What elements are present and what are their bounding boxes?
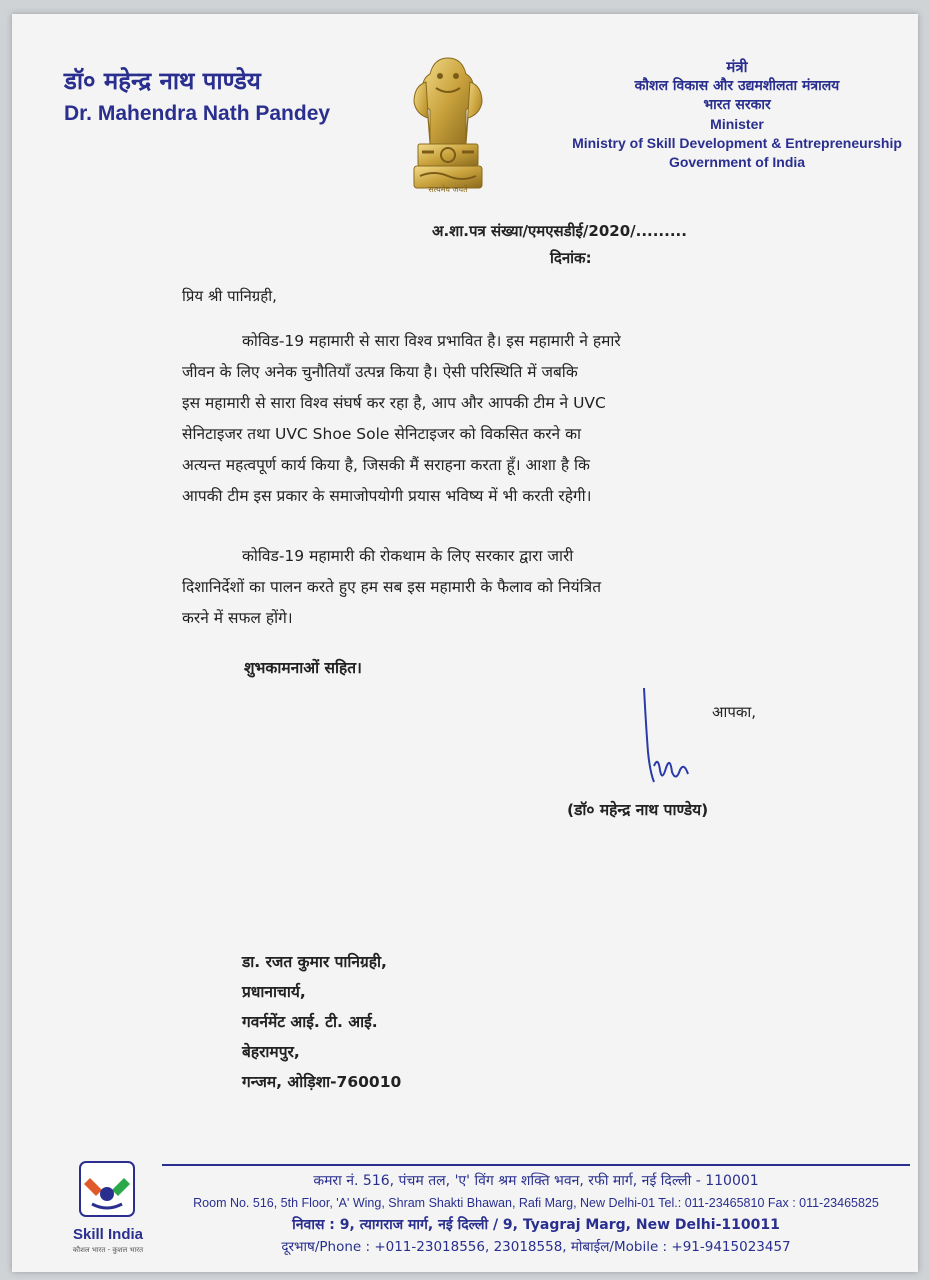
government-hindi: भारत सरकार — [703, 97, 771, 113]
address-line: डा. रजत कुमार पानिग्रही, — [242, 953, 387, 971]
footer-divider — [162, 1164, 910, 1166]
designation-hindi: मंत्री — [726, 58, 748, 76]
best-wishes: शुभकामनाओं सहित। — [244, 659, 362, 677]
paragraph-line: इस महामारी से सारा विश्व संघर्ष कर रहा है, आप और आपकी टीम ने UVC — [182, 394, 606, 412]
letter-sheet — [12, 14, 918, 1272]
paragraph-line: दिशानिर्देशों का पालन करते हुए हम सब इस महामारी के फैलाव को नियंत्रित — [182, 578, 602, 596]
designation-english: Minister — [710, 116, 764, 132]
paragraph-line: अत्यन्त महत्वपूर्ण कार्य किया है, जिसकी मैं सराहना करता हूँ। आशा है कि — [182, 456, 590, 474]
emblem-motto: सत्यमेव जयते — [428, 185, 468, 194]
ministry-hindi: कौशल विकास और उद्यमशीलता मंत्रालय — [634, 78, 840, 94]
signature-icon — [632, 686, 722, 796]
signatory-name: (डॉ० महेन्द्र नाथ पाण्डेय) — [567, 801, 709, 819]
ministry-english: Ministry of Skill Development & Entrepreneurship — [572, 135, 902, 151]
address-line: प्रधानाचार्य, — [242, 983, 306, 1001]
paragraph-line: कोविड-19 महामारी की रोकथाम के लिए सरकार द्वारा जारी — [242, 547, 574, 565]
paragraph-line: कोविड-19 महामारी से सारा विश्व प्रभावित है। इस महामारी ने हमारे — [242, 332, 621, 350]
ministry-header — [564, 58, 910, 172]
paragraph-line: करने में सफल होंगे। — [182, 609, 293, 627]
closing: आपका, — [712, 703, 757, 721]
skill-india-logo-icon — [62, 1160, 152, 1260]
government-english: Government of India — [668, 154, 806, 170]
paragraph-line: सेनिटाइजर तथा UVC Shoe Sole सेनिटाइजर को विकसित करने का — [182, 425, 582, 443]
residence-address: निवास : 9, त्यागराज मार्ग, नई दिल्ली / 9, Tyagraj Marg, New Delhi-110011 — [292, 1217, 780, 1233]
skill-india-tagline: कौशल भारत - कुशल भारत — [72, 1246, 144, 1254]
paragraph-line: आपकी टीम इस प्रकार के समाजोपयोगी प्रयास भविष्य में भी करती रहेगी। — [182, 487, 592, 505]
office-address-english: Room No. 516, 5th Floor, 'A' Wing, Shram Shakti Bhawan, Rafi Marg, New Delhi-01 Tel.: 011-23465810 Fax : 011-23465825 — [193, 1196, 879, 1210]
salutation: प्रिय श्री पानिग्रही, — [182, 287, 277, 305]
recipient-address — [242, 947, 401, 1097]
paragraph-line: जीवन के लिए अनेक चुनौतियाँ उत्पन्न किया है। ऐसी परिस्थिति में जबकि — [182, 363, 578, 381]
date-label: दिनांक: — [550, 249, 592, 267]
minister-name-english: Dr. Mahendra Nath Pandey — [64, 102, 331, 125]
skill-india-title: Skill India — [72, 1226, 144, 1243]
minister-name-hindi: डॉ० महेन्द्र नाथ पाण्डेय — [64, 67, 261, 95]
address-line: गन्जम, ओड़िशा-760010 — [242, 1073, 402, 1091]
paragraph-2 — [182, 541, 786, 634]
reference-number: अ.शा.पत्र संख्या/एमएसडीई/2020/......... — [432, 222, 687, 240]
address-line: बेहरामपुर, — [242, 1043, 300, 1061]
phone-numbers: दूरभाष/Phone : +011-23018556, 23018558, मोबाईल/Mobile : +91-9415023457 — [281, 1239, 791, 1255]
office-address-hindi: कमरा नं. 516, पंचम तल, 'ए' विंग श्रम शक्ति भवन, रफी मार्ग, नई दिल्ली - 110001 — [313, 1173, 759, 1189]
footer-contact — [162, 1170, 910, 1258]
paragraph-1 — [182, 326, 786, 512]
address-line: गवर्नमेंट आई. टी. आई. — [242, 1013, 378, 1031]
